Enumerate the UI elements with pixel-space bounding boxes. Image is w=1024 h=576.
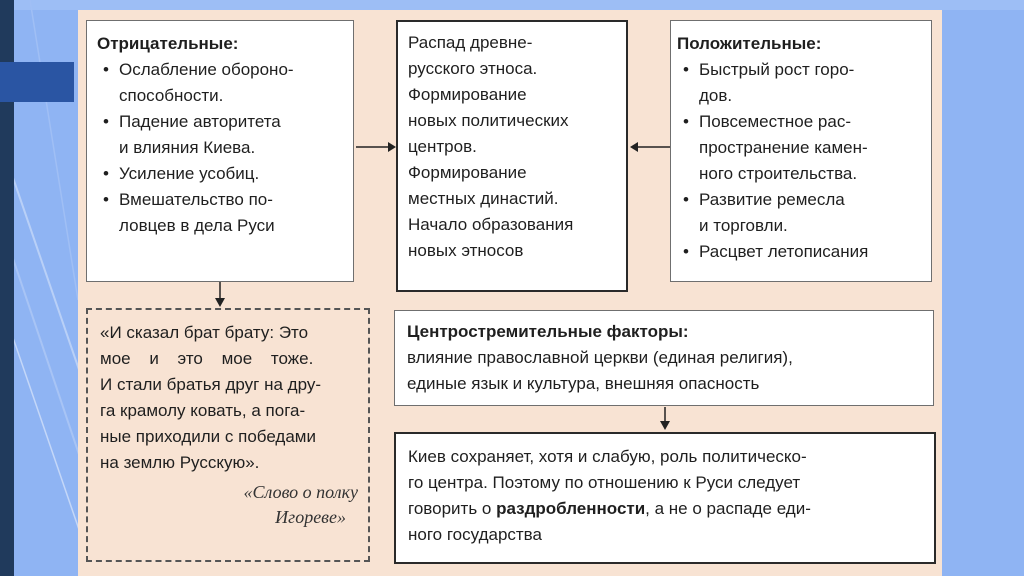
diagram-panel <box>78 10 942 576</box>
negative-title: Отрицательные: <box>97 34 239 53</box>
centripetal-title: Центростремительные факторы: <box>407 322 689 341</box>
centripetal-line: единые язык и культура, внешняя опасность <box>407 374 760 393</box>
arrow-right-icon <box>354 140 398 154</box>
quote-text <box>100 320 358 476</box>
fragmentation-keyword: раздробленности <box>496 499 646 518</box>
quote-line: ные приходили с победами <box>100 427 316 446</box>
positive-item: • Развитие ремесла и торговли. <box>677 187 925 239</box>
center-line: новых этносов <box>408 241 524 260</box>
quote-line: мое и это мое тоже. <box>100 349 314 368</box>
center-line: центров. <box>408 137 477 156</box>
left-accent-block <box>0 62 74 102</box>
quote-line: га крамолу ковать, а пога- <box>100 401 306 420</box>
center-line: Начало образования <box>408 215 574 234</box>
positive-item: • Повсеместное рас- пространение камен- ного строительства. <box>677 109 925 187</box>
conclusion-box <box>394 432 936 564</box>
center-result-box <box>396 20 628 292</box>
center-line: русского этноса. <box>408 59 538 78</box>
conclusion-line: говорить о раздробленности, а не о распаде еди- <box>408 499 811 518</box>
conclusion-line: ного государства <box>408 525 542 544</box>
quote-box <box>86 308 370 562</box>
positive-item: • Быстрый рост горо- дов. <box>677 57 925 109</box>
arrow-down-icon <box>658 407 672 431</box>
arrow-left-icon <box>628 140 672 154</box>
conclusion-line: Киев сохраняет, хотя и слабую, роль политическо- <box>408 447 807 466</box>
negative-item: • Падение авторитета и влияния Киева. <box>97 109 345 161</box>
centripetal-factors-box <box>394 310 934 406</box>
negative-item: • Вмешательство по- ловцев в дела Руси <box>97 187 345 239</box>
negative-item: • Ослабление обороно- способности. <box>97 57 345 109</box>
deco-line <box>30 0 78 300</box>
positive-consequences-box <box>670 20 932 282</box>
center-line: новых политических <box>408 111 569 130</box>
center-line: Формирование <box>408 85 527 104</box>
negative-item: • Усиление усобиц. <box>97 161 345 187</box>
centripetal-line: влияние православной церкви (единая религия), <box>407 348 793 367</box>
arrow-down-icon <box>213 282 227 308</box>
negative-list <box>97 57 345 239</box>
center-line: Формирование <box>408 163 527 182</box>
center-line: Распад древне- <box>408 33 533 52</box>
conclusion-line: го центра. Поэтому по отношению к Руси следует <box>408 473 801 492</box>
quote-source: «Слово о полку Игореве» <box>243 482 358 527</box>
quote-line: «И сказал брат брату: Это <box>100 323 309 342</box>
quote-line: И стали братья друг на дру- <box>100 375 321 394</box>
negative-consequences-box <box>86 20 354 282</box>
positive-title: Положительные: <box>677 34 822 53</box>
positive-item: • Расцвет летописания <box>677 239 925 265</box>
quote-line: на землю Русскую». <box>100 453 260 472</box>
center-line: местных династий. <box>408 189 559 208</box>
positive-list <box>677 57 925 265</box>
